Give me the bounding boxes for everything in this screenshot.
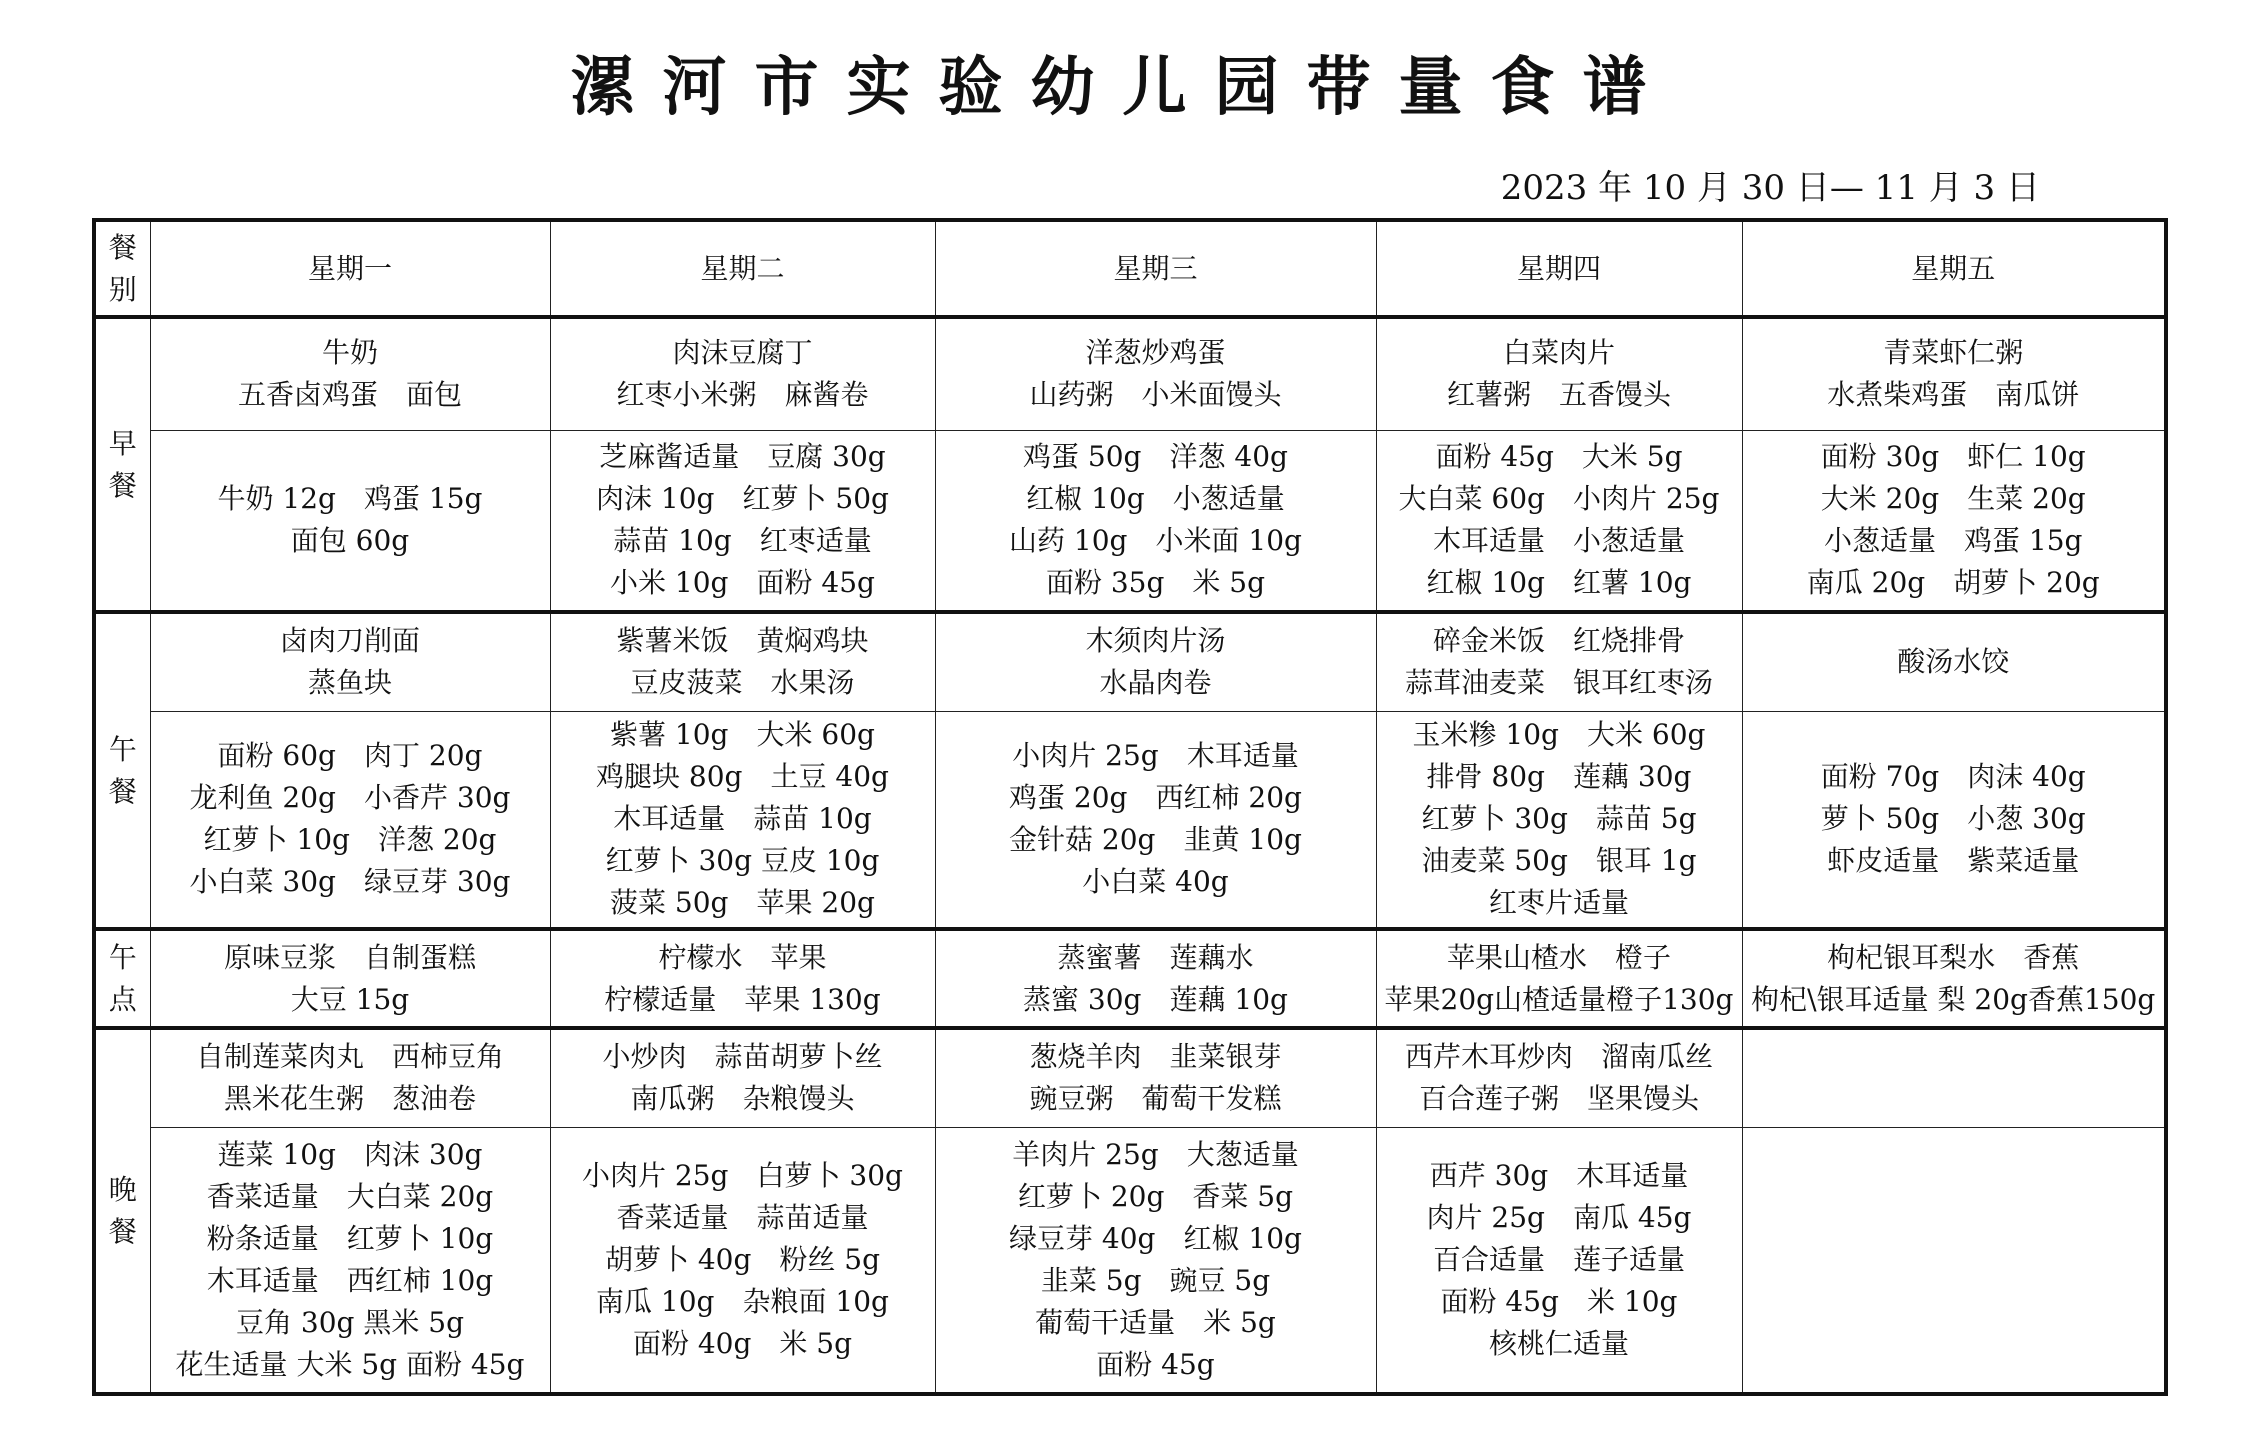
dinner-dish-cell: [935, 1028, 1376, 1127]
cell-line: 红萝卜 30g 蒜苗 5g: [1421, 802, 1697, 836]
cell-line: 西芹木耳炒肉 溜南瓜丝: [1404, 1040, 1713, 1074]
cell-line: 柠檬适量 苹果 130g: [604, 982, 881, 1016]
snack-cell: [150, 929, 550, 1028]
day-header-thursday: 星期四: [1376, 220, 1742, 317]
dinner-dish-cell: [1376, 1028, 1742, 1127]
day-header-tuesday: 星期二: [550, 220, 935, 317]
cell-line: 酸汤水饺: [1897, 645, 2010, 679]
cell-line: 豌豆粥 葡萄干发糕: [1029, 1082, 1282, 1116]
cell-line: 枸杞\银耳适量 梨 20g香蕉150g: [1751, 982, 2156, 1016]
cell-line: 绿豆芽 40g 红椒 10g: [1009, 1221, 1302, 1255]
cell-line: 红枣片适量: [1488, 886, 1629, 920]
cell-line: 水晶肉卷: [1099, 666, 1212, 700]
cell-line: 小白菜 30g 绿豆芽 30g: [189, 865, 511, 899]
cell-line: 小炒肉 蒜苗胡萝卜丝: [602, 1040, 883, 1074]
cell-line: 胡萝卜 40g 粉丝 5g: [604, 1242, 881, 1276]
dinner-dish-row: [94, 1028, 2166, 1127]
cell-line: 洋葱炒鸡蛋: [1085, 336, 1226, 370]
lunch-ingredient-row: [94, 711, 2166, 929]
cell-line: 黑米花生粥 葱油卷: [223, 1082, 476, 1116]
dinner-dish-cell: [550, 1028, 935, 1127]
cell-line: 豆角 30g 黑米 5g: [236, 1305, 464, 1339]
meal-label-header: [94, 220, 150, 317]
meal-label-text: 午 点: [108, 940, 137, 1016]
cell-line: 鸡蛋 50g 洋葱 40g: [1023, 440, 1288, 474]
cell-line: 自制莲菜肉丸 西柿豆角: [195, 1040, 504, 1074]
meal-label-dinner: [94, 1028, 150, 1394]
cell-line: 苹果山楂水 橙子: [1446, 940, 1671, 974]
breakfast-ingredient-cell: [550, 430, 935, 612]
day-header-wednesday: 星期三: [935, 220, 1376, 317]
cell-line: 香菜适量 蒜苗适量: [616, 1200, 869, 1234]
cell-line: 西芹 30g 木耳适量: [1429, 1158, 1689, 1192]
cell-line: 木耳适量 蒜苗 10g: [613, 802, 872, 836]
meal-label-snack: [94, 929, 150, 1028]
cell-line: 苹果20g山楂适量橙子130g: [1384, 982, 1734, 1016]
meal-label-text: 晚 餐: [108, 1173, 137, 1248]
lunch-ingredient-cell: [935, 711, 1376, 929]
cell-line: 红椒 10g 红薯 10g: [1426, 566, 1692, 600]
cell-line: 莲菜 10g 肉沫 30g: [217, 1137, 483, 1171]
breakfast-ingredient-row: [94, 430, 2166, 612]
cell-line: 红薯粥 五香馒头: [1446, 378, 1671, 412]
page-title: 漯河市实验幼儿园带量食谱: [570, 51, 1675, 125]
cell-line: 南瓜粥 杂粮馒头: [630, 1082, 855, 1116]
cell-line: 牛奶: [321, 336, 378, 370]
cell-line: 蒸蜜薯 莲藕水: [1057, 940, 1254, 974]
meal-label-text: 早 餐: [108, 426, 137, 502]
snack-cell: [550, 929, 935, 1028]
lunch-dish-cell: [150, 612, 550, 711]
cell-line: 碎金米饭 红烧排骨: [1432, 624, 1685, 658]
cell-line: 南瓜 20g 胡萝卜 20g: [1806, 566, 2100, 600]
cell-line: 面粉 70g 肉沫 40g: [1820, 760, 2086, 794]
cell-line: 菠菜 50g 苹果 20g: [610, 886, 875, 920]
cell-line: 排骨 80g 莲藕 30g: [1426, 760, 1692, 794]
cell-line: 芝麻酱适量 豆腐 30g: [599, 440, 886, 474]
cell-line: 蒜茸油麦菜 银耳红枣汤: [1404, 666, 1713, 700]
cell-line: 面粉 30g 虾仁 10g: [1820, 440, 2086, 474]
snack-cell: [1742, 929, 2166, 1028]
dinner-ingredient-cell: [1376, 1127, 1742, 1394]
cell-line: 面粉 45g 大米 5g: [1435, 440, 1683, 474]
breakfast-ingredient-cell: [150, 430, 550, 612]
breakfast-dish-cell: [1742, 317, 2166, 430]
cell-line: 牛奶 12g 鸡蛋 15g: [217, 482, 483, 516]
cell-line: 葱烧羊肉 韭菜银芽: [1029, 1040, 1282, 1074]
breakfast-ingredient-cell: [1742, 430, 2166, 612]
cell-line: 蒸蜜 30g 莲藕 10g: [1023, 982, 1288, 1016]
cell-line: 花生适量 大米 5g 面粉 45g: [175, 1347, 525, 1381]
cell-line: 韭菜 5g 豌豆 5g: [1040, 1263, 1271, 1297]
header-row: [94, 220, 2166, 317]
cell-line: 虾皮适量 紫菜适量: [1827, 844, 2080, 878]
cell-line: 南瓜 10g 杂粮面 10g: [596, 1284, 889, 1318]
cell-line: 山药 10g 小米面 10g: [1009, 524, 1302, 558]
cell-line: 面粉 45g: [1096, 1347, 1215, 1381]
cell-line: 大米 20g 生菜 20g: [1820, 482, 2086, 516]
cell-line: 原味豆浆 自制蛋糕: [223, 940, 476, 974]
cell-line: 面粉 45g 米 10g: [1440, 1284, 1678, 1318]
dinner-ingredient-cell: [935, 1127, 1376, 1394]
meal-label-lunch: [94, 612, 150, 929]
dinner-ingredient-cell: [1742, 1127, 2166, 1394]
lunch-dish-cell: [1742, 612, 2166, 711]
lunch-ingredient-cell: [550, 711, 935, 929]
cell-line: 玉米糁 10g 大米 60g: [1412, 718, 1706, 752]
lunch-dish-cell: [1376, 612, 1742, 711]
date-range: 2023 年 10 月 30 日— 11 月 3 日: [1500, 168, 2040, 208]
cell-line: 红萝卜 10g 洋葱 20g: [203, 823, 497, 857]
cell-line: 小白菜 40g: [1082, 865, 1229, 899]
day-header-monday: 星期一: [150, 220, 550, 317]
cell-line: 小肉片 25g 白萝卜 30g: [582, 1158, 903, 1192]
dinner-ingredient-row: [94, 1127, 2166, 1394]
cell-line: 红萝卜 30g 豆皮 10g: [605, 844, 880, 878]
cell-line: 五香卤鸡蛋 面包: [237, 378, 462, 412]
cell-line: 面包 60g: [290, 524, 410, 558]
cell-line: 香菜适量 大白菜 20g: [206, 1179, 494, 1213]
lunch-ingredient-cell: [1376, 711, 1742, 929]
breakfast-dish-cell: [150, 317, 550, 430]
meal-label-text: 餐 别: [108, 230, 137, 306]
lunch-dish-row: [94, 612, 2166, 711]
dinner-ingredient-cell: [550, 1127, 935, 1394]
cell-line: 卤肉刀削面: [279, 624, 420, 658]
cell-line: 豆皮菠菜 水果汤: [630, 666, 855, 700]
breakfast-dish-cell: [550, 317, 935, 430]
cell-line: 萝卜 50g 小葱 30g: [1820, 802, 2086, 836]
breakfast-dish-cell: [1376, 317, 1742, 430]
cell-line: 白菜肉片: [1502, 336, 1615, 370]
cell-line: 面粉 40g 米 5g: [632, 1326, 853, 1360]
cell-line: 核桃仁适量: [1488, 1326, 1629, 1360]
cell-line: 面粉 35g 米 5g: [1045, 566, 1266, 600]
meal-label-text: 午 餐: [108, 732, 137, 808]
cell-line: 大白菜 60g 小肉片 25g: [1398, 482, 1720, 516]
lunch-ingredient-cell: [1742, 711, 2166, 929]
menu-table: [92, 218, 2168, 1396]
lunch-ingredient-cell: [150, 711, 550, 929]
breakfast-ingredient-cell: [1376, 430, 1742, 612]
breakfast-ingredient-cell: [935, 430, 1376, 612]
cell-line: 水煮柴鸡蛋 南瓜饼: [1827, 378, 2080, 412]
meal-label-breakfast: [94, 317, 150, 612]
cell-line: 肉沫豆腐丁: [672, 336, 813, 370]
snack-cell: [935, 929, 1376, 1028]
cell-line: 蒸鱼块: [307, 666, 392, 700]
cell-line: 木耳适量 西红柿 10g: [206, 1263, 494, 1297]
cell-line: 柠檬水 苹果: [658, 940, 827, 974]
cell-line: 粉条适量 红萝卜 10g: [206, 1221, 494, 1255]
cell-line: 红枣小米粥 麻酱卷: [616, 378, 869, 412]
snack-cell: [1376, 929, 1742, 1028]
cell-line: 蒜苗 10g 红枣适量: [613, 524, 872, 558]
cell-line: 红椒 10g 小葱适量: [1026, 482, 1285, 516]
cell-line: 鸡蛋 20g 西红柿 20g: [1009, 781, 1302, 815]
lunch-dish-cell: [935, 612, 1376, 711]
cell-line: 油麦菜 50g 银耳 1g: [1421, 844, 1697, 878]
breakfast-dish-cell: [935, 317, 1376, 430]
dinner-dish-cell: [1742, 1028, 2166, 1127]
lunch-dish-cell: [550, 612, 935, 711]
cell-line: 龙利鱼 20g 小香芹 30g: [189, 781, 511, 815]
cell-line: 红萝卜 20g 香菜 5g: [1017, 1179, 1294, 1213]
cell-line: 小肉片 25g 木耳适量: [1012, 739, 1299, 773]
cell-line: 葡萄干适量 米 5g: [1035, 1305, 1276, 1339]
cell-line: 羊肉片 25g 大葱适量: [1012, 1137, 1299, 1171]
cell-line: 青菜虾仁粥: [1883, 336, 2024, 370]
cell-line: 鸡腿块 80g 土豆 40g: [596, 760, 889, 794]
cell-line: 肉沫 10g 红萝卜 50g: [596, 482, 889, 516]
cell-line: 小葱适量 鸡蛋 15g: [1824, 524, 2083, 558]
cell-line: 面粉 60g 肉丁 20g: [217, 739, 483, 773]
cell-line: 百合莲子粥 坚果馒头: [1418, 1082, 1699, 1116]
cell-line: 小米 10g 面粉 45g: [610, 566, 875, 600]
cell-line: 金针菇 20g 韭黄 10g: [1009, 823, 1302, 857]
snack-row: [94, 929, 2166, 1028]
cell-line: 紫薯米饭 黄焖鸡块: [616, 624, 869, 658]
cell-line: 紫薯 10g 大米 60g: [610, 718, 875, 752]
cell-line: 肉片 25g 南瓜 45g: [1426, 1200, 1692, 1234]
cell-line: 木须肉片汤: [1085, 624, 1226, 658]
cell-line: 木耳适量 小葱适量: [1432, 524, 1685, 558]
dinner-dish-cell: [150, 1028, 550, 1127]
cell-line: 大豆 15g: [290, 982, 410, 1016]
dinner-ingredient-cell: [150, 1127, 550, 1394]
cell-line: 山药粥 小米面馒头: [1029, 378, 1282, 412]
cell-line: 枸杞银耳梨水 香蕉: [1827, 940, 2080, 974]
day-header-friday: 星期五: [1742, 220, 2166, 317]
cell-line: 百合适量 莲子适量: [1432, 1242, 1685, 1276]
breakfast-dish-row: [94, 317, 2166, 430]
